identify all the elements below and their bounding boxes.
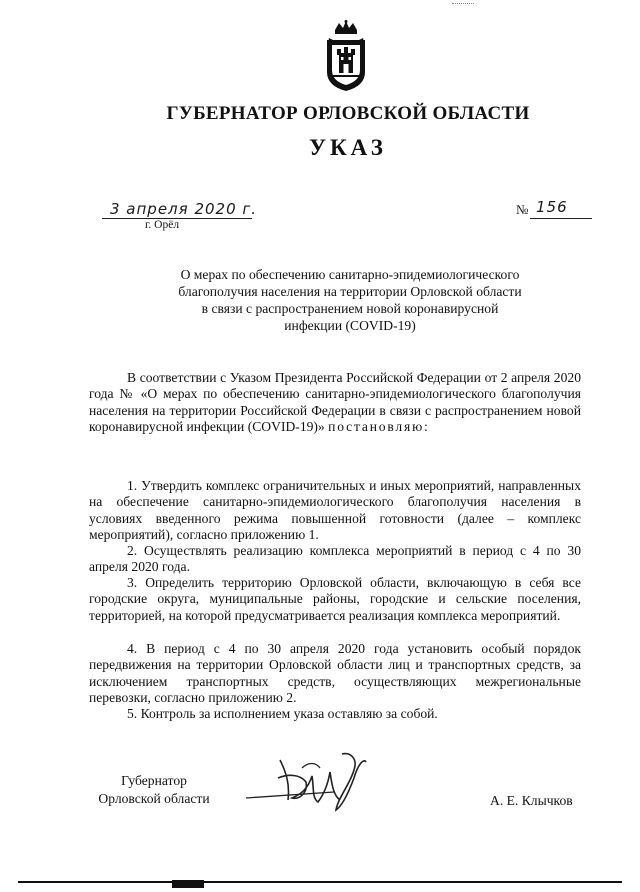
handwritten-signature-icon <box>242 748 377 820</box>
document-place: г. Орёл <box>145 219 180 231</box>
scan-artifact <box>452 3 474 4</box>
document-title <box>100 266 600 334</box>
signer-position <box>89 772 219 808</box>
number-label: № <box>516 202 529 217</box>
decree-item-5: 5. Контроль за исполнением указа оставляю за собой. <box>127 706 438 721</box>
decree-item-4: 4. В период с 4 по 30 апреля 2020 года установить особый порядок передвижения на территории Орловской области лиц и транспортных средств, за исключением транспортных средств, осуществляющих межрегиональные перевозки, согласно приложению 2. <box>89 641 581 705</box>
decree-item-2: 2. Осуществлять реализацию комплекса мероприятий в период с 4 по 30 апреля 2020 года. <box>89 543 581 575</box>
preamble-paragraph <box>89 370 581 435</box>
title-line: О мерах по обеспечению санитарно-эпидемиологического <box>180 267 520 282</box>
decree-word: постановляю: <box>328 418 430 434</box>
footer-mark <box>172 880 204 888</box>
document-number: 156 <box>536 198 568 216</box>
coat-of-arms-icon <box>321 20 371 92</box>
decree-item-1: 1. Утвердить комплекс ограничительных и иных мероприятий, направленных на обеспечение санитарно-эпидемиологического благополучия населения в условиях введенного режима повышенной готовности (далее – комплекс мероприятий), согласно приложению 1. <box>89 478 581 542</box>
number-underline <box>530 218 592 219</box>
signer-position-line: Губернатор <box>121 773 187 788</box>
footer-rule <box>18 881 622 883</box>
title-line: в связи с распространением новой коронавирусной <box>201 301 499 316</box>
preamble-text: В соответствии с Указом Президента Российской Федерации от 2 апреля 2020 года № «О мерах по обеспечению санитарно-эпидемиологического благополучия населения на территории Российской Федерации в связи с распространением новой коронавирусной инфекции (COVID-19)» <box>89 370 581 434</box>
issuing-authority: ГУБЕРНАТОР ОРЛОВСКОЙ ОБЛАСТИ <box>166 103 530 124</box>
signer-position-line: Орловской области <box>98 791 210 806</box>
title-line: инфекции (COVID-19) <box>284 318 416 333</box>
signer-name: А. Е. Клычков <box>490 793 573 808</box>
document-date: 3 апреля 2020 г. <box>110 200 258 218</box>
document-type: УКАЗ <box>309 135 387 160</box>
decree-item-3: 3. Определить территорию Орловской области, включающую в себя все городские округа, муниципальные районы, городские и сельские поселения, территорией, на которой предусматривается реализация комплекса мероприятий. <box>89 575 581 623</box>
title-line: благополучия населения на территории Орловской области <box>178 284 522 299</box>
